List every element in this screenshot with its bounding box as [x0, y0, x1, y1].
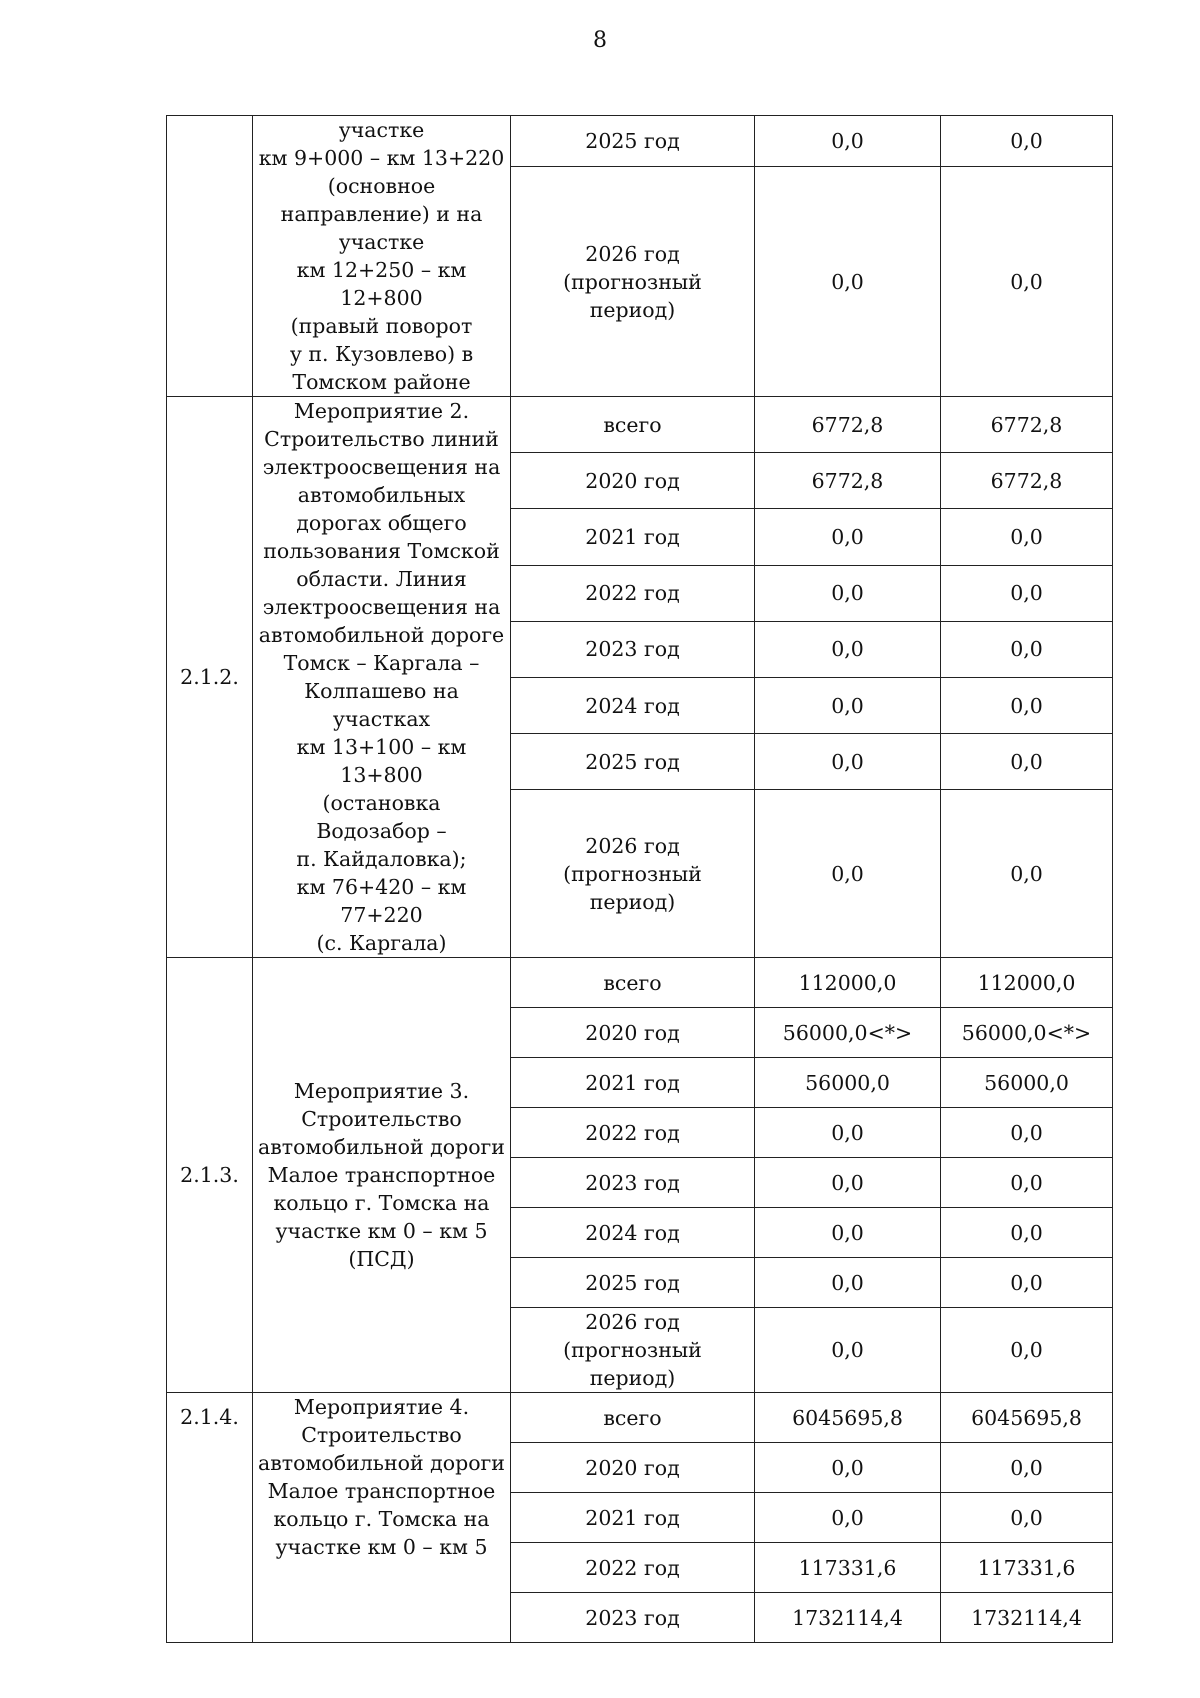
- value-cell: 1732114,4: [941, 1593, 1113, 1643]
- value-cell: 0,0: [941, 1443, 1113, 1493]
- value-cell: 0,0: [941, 1308, 1113, 1393]
- table-row: [167, 958, 1113, 1008]
- value-cell: 0,0: [755, 565, 941, 621]
- value-cell: 0,0: [755, 1208, 941, 1258]
- item-number: 2.1.4.: [167, 1393, 253, 1643]
- value-cell: 56000,0<*>: [941, 1008, 1113, 1058]
- item-description: участке км 9+000 – км 13+220 (основное направление) и на участке км 12+250 – км 12+800 (правый поворот у п. Кузовлево) в Томском районе: [253, 116, 511, 397]
- year-cell: всего: [511, 958, 755, 1008]
- value-cell: 0,0: [941, 790, 1113, 958]
- year-cell: 2026 год (прогнозный период): [511, 790, 755, 958]
- value-cell: 0,0: [755, 116, 941, 167]
- item-number: 2.1.3.: [167, 958, 253, 1393]
- year-cell: всего: [511, 397, 755, 453]
- item-description: Мероприятие 2. Строительство линий электроосвещения на автомобильных дорогах общего пользования Томской области. Линия электроосвещения на автомобильной дороге Томск – Каргала – Колпашево на участках км 13+100 – км 13+800 (остановка Водозабор – п. Кайдаловка); км 76+420 – км 77+220 (с. Каргала): [253, 397, 511, 958]
- value-cell: 6772,8: [941, 453, 1113, 509]
- year-cell: 2022 год: [511, 565, 755, 621]
- funding-table: [166, 115, 1113, 1643]
- value-cell: 0,0: [755, 678, 941, 734]
- item-number: [167, 116, 253, 397]
- table-row: [167, 116, 1113, 167]
- year-cell: 2024 год: [511, 1208, 755, 1258]
- value-cell: 0,0: [941, 167, 1113, 397]
- value-cell: 6772,8: [755, 453, 941, 509]
- value-cell: 1732114,4: [755, 1593, 941, 1643]
- value-cell: 56000,0: [941, 1058, 1113, 1108]
- value-cell: 112000,0: [755, 958, 941, 1008]
- year-cell: 2020 год: [511, 1008, 755, 1058]
- value-cell: 6772,8: [755, 397, 941, 453]
- value-cell: 0,0: [941, 1208, 1113, 1258]
- value-cell: 0,0: [755, 790, 941, 958]
- year-cell: 2020 год: [511, 453, 755, 509]
- value-cell: 0,0: [755, 167, 941, 397]
- value-cell: 0,0: [941, 1158, 1113, 1208]
- table-row: [167, 1393, 1113, 1443]
- page-number: 8: [593, 28, 607, 53]
- value-cell: 0,0: [755, 1443, 941, 1493]
- year-cell: 2021 год: [511, 1058, 755, 1108]
- year-cell: всего: [511, 1393, 755, 1443]
- value-cell: 0,0: [941, 1108, 1113, 1158]
- year-cell: 2023 год: [511, 1158, 755, 1208]
- value-cell: 0,0: [755, 1108, 941, 1158]
- table-row: [167, 397, 1113, 453]
- value-cell: 0,0: [755, 509, 941, 565]
- value-cell: 117331,6: [755, 1543, 941, 1593]
- year-cell: 2025 год: [511, 116, 755, 167]
- value-cell: 0,0: [941, 678, 1113, 734]
- value-cell: 0,0: [941, 509, 1113, 565]
- value-cell: 6045695,8: [755, 1393, 941, 1443]
- year-cell: 2025 год: [511, 1258, 755, 1308]
- value-cell: 6045695,8: [941, 1393, 1113, 1443]
- year-cell: 2021 год: [511, 509, 755, 565]
- year-cell: 2026 год (прогнозный период): [511, 167, 755, 397]
- value-cell: 0,0: [941, 116, 1113, 167]
- year-cell: 2023 год: [511, 621, 755, 677]
- value-cell: 0,0: [755, 1308, 941, 1393]
- item-description: Мероприятие 3. Строительство автомобильной дороги Малое транспортное кольцо г. Томска на участке км 0 – км 5 (ПСД): [253, 958, 511, 1393]
- year-cell: 2022 год: [511, 1108, 755, 1158]
- value-cell: 0,0: [755, 1493, 941, 1543]
- value-cell: 0,0: [755, 1158, 941, 1208]
- value-cell: 0,0: [941, 734, 1113, 790]
- year-cell: 2023 год: [511, 1593, 755, 1643]
- value-cell: 0,0: [755, 734, 941, 790]
- item-number: 2.1.2.: [167, 397, 253, 958]
- year-cell: 2026 год (прогнозный период): [511, 1308, 755, 1393]
- item-description: Мероприятие 4. Строительство автомобильной дороги Малое транспортное кольцо г. Томска на участке км 0 – км 5: [253, 1393, 511, 1643]
- value-cell: 0,0: [941, 1493, 1113, 1543]
- year-cell: 2025 год: [511, 734, 755, 790]
- value-cell: 112000,0: [941, 958, 1113, 1008]
- value-cell: 0,0: [755, 1258, 941, 1308]
- year-cell: 2022 год: [511, 1543, 755, 1593]
- value-cell: 56000,0: [755, 1058, 941, 1108]
- year-cell: 2020 год: [511, 1443, 755, 1493]
- value-cell: 56000,0<*>: [755, 1008, 941, 1058]
- year-cell: 2024 год: [511, 678, 755, 734]
- value-cell: 0,0: [941, 1258, 1113, 1308]
- value-cell: 117331,6: [941, 1543, 1113, 1593]
- value-cell: 0,0: [941, 565, 1113, 621]
- year-cell: 2021 год: [511, 1493, 755, 1543]
- value-cell: 0,0: [941, 621, 1113, 677]
- value-cell: 6772,8: [941, 397, 1113, 453]
- value-cell: 0,0: [755, 621, 941, 677]
